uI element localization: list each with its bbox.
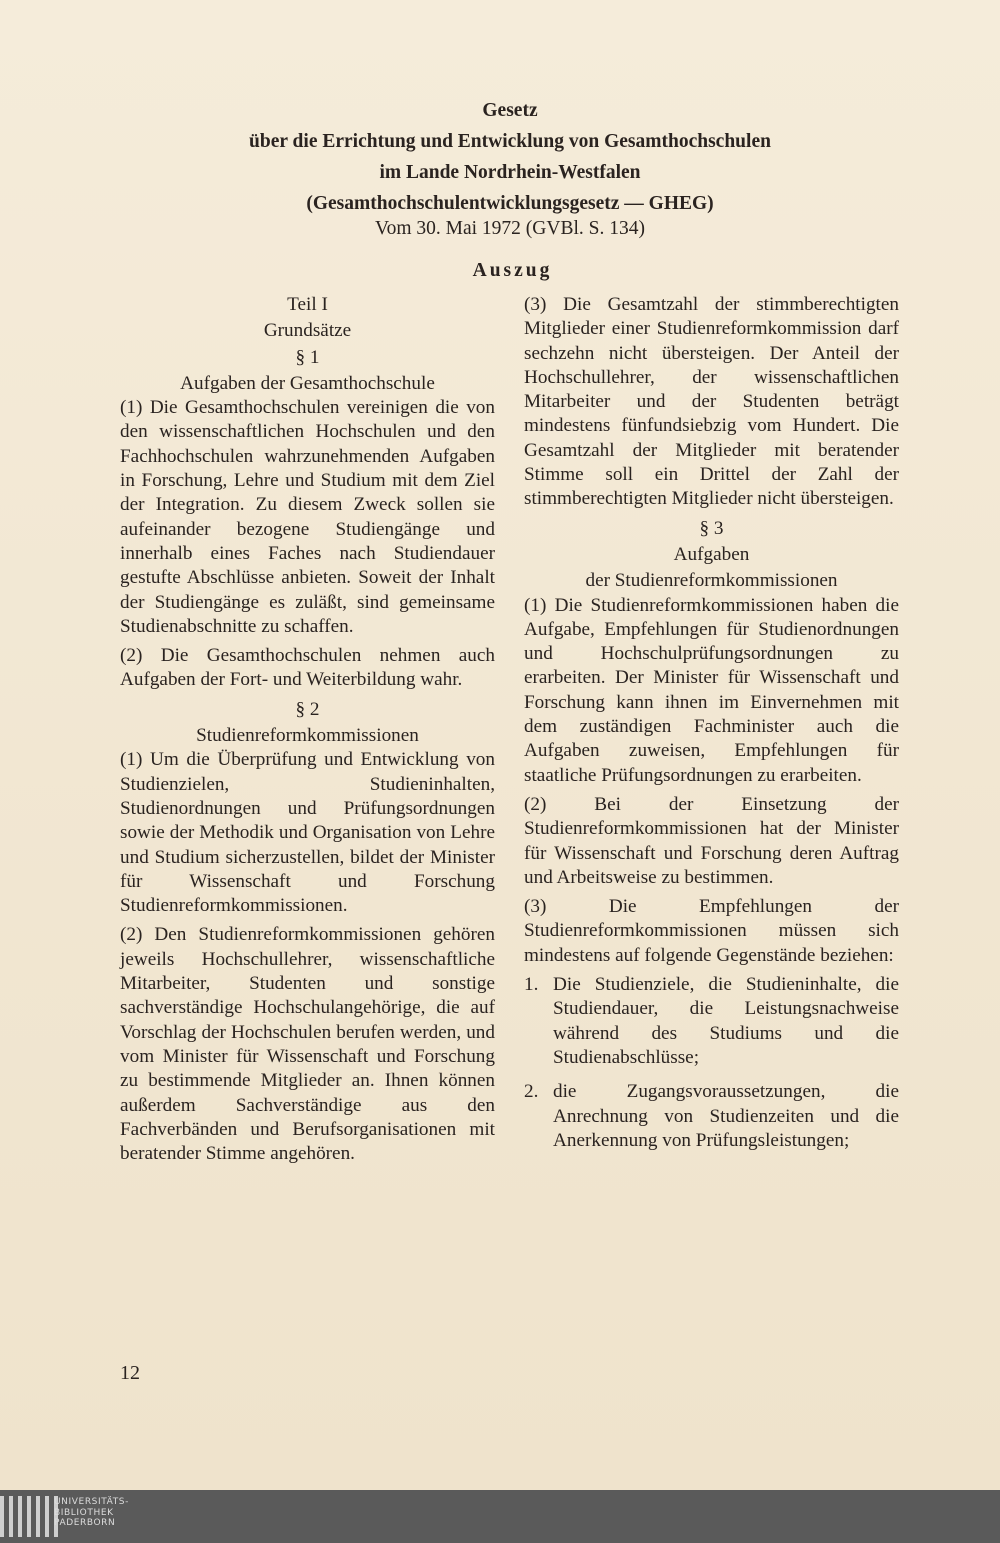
title-line-4: (Gesamthochschulentwicklungsgesetz — GHEG) (306, 193, 714, 214)
library-footer (0, 1490, 1000, 1543)
list-item-text: die Zugangsvoraussetzungen, die Anrechnung von Studienzeiten und die Anerkennung von Prüfungsleistungen; (553, 1081, 899, 1151)
library-name (54, 1497, 129, 1529)
part-heading: Teil I (287, 294, 328, 315)
section-3-paragraph-1: (1) Die Studienreformkommissionen haben die Aufgabe, Empfehlungen für Studienordnungen und Hochschulprüfungsordnungen zu erarbeiten. Der Minister für Wissenschaft und Forschung kann ihnen im Einvernehmen mit dem zuständigen Fachminister auch die Aufgaben zuweisen, Empfehlungen für staatliche Prüfungsordnungen zu erarbeiten. (524, 594, 899, 786)
right-column (524, 293, 899, 1163)
title-line-3: im Lande Nordrhein-Westfalen (379, 162, 641, 183)
section-2-number: § 2 (295, 698, 320, 720)
auszug-heading: Auszug (472, 260, 553, 281)
section-3-title: Aufgaben (673, 543, 750, 565)
section-1-paragraph-1: (1) Die Gesamthochschulen vereinigen die von den wissenschaftlichen Hochschulen und den Fachhochschulen wahrzunehmenden Aufgaben in Forschung, Lehre und Studium mit dem Ziel der Integration. Zu diesem Zweck sollen sie aufeinander bezogene Studiengänge und innerhalb eines Faches nach Studiendauer gestufte Abschlüsse anbieten. Soweit der Inhalt der Studiengänge es zuläßt, sind gemeinsame Studienabschnitte zu schaffen. (120, 397, 495, 637)
section-1-number: § 1 (295, 346, 320, 368)
page-number: 12 (120, 1362, 140, 1384)
law-date: Vom 30. Mai 1972 (GVBl. S. 134) (375, 218, 645, 239)
library-name-line-2: BIBLIOTHEK (54, 1507, 114, 1518)
list-item (524, 1080, 899, 1153)
section-1-title: Aufgaben der Gesamthochschule (180, 372, 435, 394)
left-column (120, 293, 495, 1171)
section-2-title: Studienreformkommissionen (196, 725, 419, 747)
title-line-1: Gesetz (482, 100, 538, 121)
section-3-paragraph-2: (2) Bei der Einsetzung der Studienreformkommissionen hat der Minister für Wissenschaft und Forschung deren Auftrag und Arbeitsweise zu bestimmen. (524, 793, 899, 888)
list-item (524, 973, 899, 1070)
section-3-paragraph-3: (3) Die Empfehlungen der Studienreformkommissionen müssen sich mindestens auf folgende Gegenstände beziehen: (524, 896, 899, 966)
list-item-number: 1. (524, 974, 539, 996)
section-3-number: § 3 (699, 517, 724, 539)
list-item-number: 2. (524, 1081, 539, 1103)
part-subheading: Grundsätze (263, 320, 352, 342)
section-2-paragraph-2: (2) Den Studienreformkommissionen gehören jeweils Hochschullehrer, wissenschaftliche Mitarbeiter, Studenten und sonstige sachverständige Hochschulangehörige, die auf Vorschlag der Hochschulen berufen werden, und vom Minister für Wissenschaft und Forschung zu bestimmende Mitglieder an. Ihnen können außerdem Sachverständige aus den Fachverbänden und Berufsorganisationen mit beratender Stimme angehören. (120, 924, 495, 1165)
list-item-text: Die Studienziele, die Studieninhalte, die Studiendauer, die Leistungsnachweise während des Studiums und die Studienabschlüsse; (553, 974, 899, 1068)
title-line-2: über die Errichtung und Entwicklung von Gesamthochschulen (249, 131, 771, 152)
library-logo-icon (0, 1496, 58, 1537)
section-3-subtitle: der Studienreformkommissionen (585, 570, 838, 592)
law-title (110, 95, 910, 219)
section-1-paragraph-2: (2) Die Gesamthochschulen nehmen auch Aufgaben der Fort- und Weiterbildung wahr. (120, 645, 495, 691)
section-2-paragraph-1: (1) Um die Überprüfung und Entwicklung von Studienzielen, Studieninhalten, Studienordnungen und Prüfungsordnungen sowie der Methodik und Organisation von Lehre und Studium sicherzustellen, bildet der Minister für Wissenschaft und Forschung Studienreformkommissionen. (120, 749, 495, 917)
section-2-paragraph-3: (3) Die Gesamtzahl der stimmberechtigten Mitglieder einer Studienreformkommission darf sechzehn nicht übersteigen. Der Anteil der Hochschullehrer, der wissenschaftlichen Mitarbeiter und der Studenten beträgt mindestens fünfundsiebzig vom Hundert. Die Gesamtzahl der Mitglieder mit beratender Stimme soll ein Drittel der Zahl der stimmberechtigten Mitglieder nicht übersteigen. (524, 294, 899, 510)
library-name-line-3: PADERBORN (54, 1518, 116, 1528)
library-name-line-1: UNIVERSITÄTS- (54, 1497, 129, 1507)
